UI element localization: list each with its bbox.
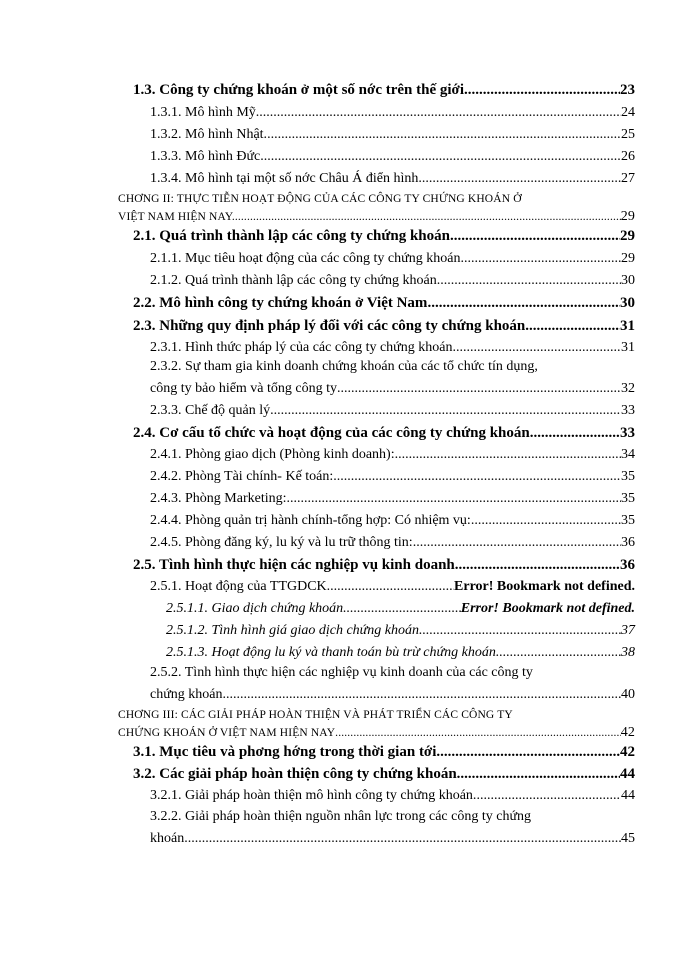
toc-entry[interactable] <box>150 445 635 465</box>
toc-leader <box>413 533 621 553</box>
toc-entry-text: 2.4.3. Phòng Marketing: <box>150 491 287 506</box>
toc-leader <box>440 742 620 762</box>
toc-entry[interactable] <box>150 786 635 806</box>
toc-entry[interactable] <box>150 401 635 421</box>
toc-entry-multiline[interactable] <box>150 662 635 706</box>
toc-leader <box>188 828 621 850</box>
toc-page-number: 45 <box>621 831 635 846</box>
toc-entry-text: 2.5.1.3. Hoạt động lu ký và thanh toán bù trừ chứng khoán. <box>166 645 500 660</box>
toc-entry-text: 2.3.2. Sự tham gia kinh doanh chứng khoán của các tổ chức tín dụng, <box>150 359 538 374</box>
toc-page-number: 42 <box>620 744 635 760</box>
toc-entry-text: 2.3. Những quy định pháp lý đối với các công ty chứng khoán <box>133 318 526 334</box>
toc-page-number: 36 <box>620 557 635 573</box>
toc-leader <box>457 764 620 784</box>
toc-page-number: 27 <box>621 171 635 186</box>
toc-page-number: 26 <box>621 149 635 164</box>
toc-entry-text: 2.5.2. Tình hình thực hiện các nghiệp vụ kinh doanh của các công ty <box>150 665 533 680</box>
toc-entry[interactable] <box>133 80 635 100</box>
toc-page-number: Error! Bookmark not defined. <box>460 601 635 616</box>
toc-entry-text: 2.4.2. Phòng Tài chính- Kế toán: <box>150 469 334 484</box>
toc-page-number: 30 <box>620 295 635 311</box>
toc-entry-text: 2.4.4. Phòng quản trị hành chính-tổng hợp: Có nhiệm vụ: <box>150 513 471 528</box>
toc-entry-text: 1.3. Công ty chứng khoán ở một số nớc trên thế giới. <box>133 82 468 98</box>
toc-page-number: 44 <box>620 766 635 782</box>
toc-leader <box>423 621 621 641</box>
toc-entry[interactable] <box>133 316 635 336</box>
toc-entry[interactable] <box>133 555 635 575</box>
toc-entry-text: 1.3.3. Mô hình Đức <box>150 149 261 164</box>
toc-entry-multiline[interactable] <box>150 356 635 400</box>
toc-leader <box>464 249 621 269</box>
toc-entry-text: 2.4.1. Phòng giao dịch (Phòng kinh doanh): <box>150 447 395 462</box>
chapter-title-line: CHƠNG II: THỰC TIỄN HOẠT ĐỘNG CỦA CÁC CÔNG TY CHỨNG KHOÁN Ở <box>118 193 522 205</box>
toc-leader <box>335 724 621 742</box>
chapter-heading[interactable] <box>118 706 635 742</box>
toc-page-number: 25 <box>621 127 635 142</box>
toc-page-number: 32 <box>621 381 635 396</box>
toc-leader <box>256 103 621 123</box>
toc-entry[interactable] <box>166 599 635 619</box>
toc-leader <box>525 316 620 336</box>
toc-entry[interactable] <box>150 125 635 145</box>
toc-page-number: 31 <box>621 340 635 355</box>
toc-page-number: 31 <box>620 318 635 334</box>
toc-leader <box>450 226 620 246</box>
toc-entry-text: 1.3.4. Mô hình tại một số nớc Châu Á điển hình. <box>150 171 422 186</box>
toc-entry[interactable] <box>166 621 635 641</box>
toc-entry[interactable] <box>150 169 635 189</box>
toc-entry-text: 2.5.1. Hoạt động của TTGDCK. <box>150 579 331 594</box>
toc-entry-text: chứng khoán. <box>150 687 227 702</box>
toc-entry[interactable] <box>133 293 635 313</box>
toc-entry-text: 2.3.1. Hình thức pháp lý của các công ty chứng khoán. <box>150 340 456 355</box>
chapter-title-line: CHƠNG III: CÁC GIẢI PHÁP HOÀN THIỆN VÀ PHÁT TRIỂN CÁC CÔNG TY <box>118 709 513 721</box>
toc-entry-text: 3.2.1. Giải pháp hoàn thiện mô hình công ty chứng khoán. <box>150 788 477 803</box>
toc-entry[interactable] <box>150 249 635 269</box>
toc-page-number: 35 <box>621 491 635 506</box>
toc-entry-text: 2.1. Quá trình thành lập các công ty chứng khoán <box>133 228 450 244</box>
toc-entry[interactable] <box>133 764 635 784</box>
toc-entry[interactable] <box>150 271 635 291</box>
toc-page-number: 29 <box>620 228 635 244</box>
toc-entry-text: 2.5. Tình hình thực hiện các nghiệp vụ kinh doanh. <box>133 557 459 573</box>
toc-entry[interactable] <box>150 103 635 123</box>
toc-entry-text: 2.2. Mô hình công ty chứng khoán ở Việt Nam <box>133 295 428 311</box>
toc-entry-text: công ty bảo hiểm và tổng công ty <box>150 381 338 396</box>
toc-entry-text: 2.4.5. Phòng đăng ký, lu ký và lu trữ thông tin: <box>150 535 413 550</box>
toc-entry-text: 2.1.1. Mục tiêu hoạt động của các công ty chứng khoán. <box>150 251 464 266</box>
toc-page-number: Error! Bookmark not defined. <box>454 579 635 594</box>
toc-entry-text: 2.1.2. Quá trình thành lập các công ty chứng khoán. <box>150 273 441 288</box>
toc-entry-text: 1.3.1. Mô hình Mỹ <box>150 105 256 120</box>
toc-entry[interactable] <box>150 338 635 358</box>
toc-entry-text: 3.2.2. Giải pháp hoàn thiện nguồn nhân lực trong các công ty chứng <box>150 809 532 824</box>
toc-leader <box>287 489 622 509</box>
toc-leader <box>456 338 621 358</box>
toc-leader <box>226 684 621 706</box>
toc-entry[interactable] <box>150 511 635 531</box>
toc-page-number: 38 <box>621 645 635 660</box>
toc-leader <box>440 271 621 291</box>
toc-leader <box>395 445 621 465</box>
toc-leader <box>270 401 621 421</box>
toc-leader <box>422 169 621 189</box>
toc-page-number: 23 <box>620 82 635 98</box>
toc-leader <box>468 80 620 100</box>
toc-entry-text: 3.1. Mục tiêu và phơng hớng trong thời gian tới. <box>133 744 441 760</box>
toc-entry-multiline[interactable] <box>150 806 635 850</box>
toc-leader <box>337 378 621 400</box>
toc-entry[interactable] <box>133 423 635 443</box>
toc-entry-text: 2.4. Cơ cấu tổ chức và hoạt động của các công ty chứng khoán <box>133 425 530 441</box>
toc-leader <box>471 511 621 531</box>
toc-leader <box>530 423 620 443</box>
toc-entry-text: 3.2. Các giải pháp hoàn thiện công ty chứng khoán <box>133 766 457 782</box>
chapter-title-line: CHỨNG KHOÁN Ở VIỆT NAM HIỆN NAY <box>118 727 336 739</box>
toc-entry[interactable] <box>150 467 635 487</box>
toc-entry[interactable] <box>133 742 635 762</box>
toc-entry[interactable] <box>150 577 635 597</box>
toc-page-number: 24 <box>621 105 635 120</box>
toc-page-number: 29 <box>621 251 635 266</box>
toc-page-number: 29 <box>620 209 635 224</box>
toc-entry-text: 2.5.1.2. Tình hình giá giao dịch chứng khoán. <box>166 623 423 638</box>
chapter-heading[interactable] <box>118 190 635 226</box>
toc-leader <box>459 555 620 575</box>
toc-leader <box>343 599 461 619</box>
toc-page-number: 35 <box>621 513 635 528</box>
toc-entry[interactable] <box>150 489 635 509</box>
toc-leader <box>235 208 621 226</box>
toc-page-number: 37 <box>621 623 635 638</box>
toc-leader <box>427 293 620 313</box>
toc-page-number: 36 <box>621 535 635 550</box>
toc-page-number: 33 <box>620 425 635 441</box>
toc-page-number: 35 <box>621 469 635 484</box>
toc-page-number: 42 <box>620 725 635 740</box>
toc-leader <box>330 577 454 597</box>
toc-entry[interactable] <box>133 226 635 246</box>
toc-leader <box>476 786 621 806</box>
toc-leader <box>499 643 621 663</box>
toc-page-number: 30 <box>621 273 635 288</box>
toc-page-number: 44 <box>621 788 635 803</box>
toc-entry[interactable] <box>150 147 635 167</box>
toc-entry[interactable] <box>166 643 635 663</box>
toc-leader <box>260 147 621 167</box>
toc-page-number: 34 <box>621 447 635 462</box>
toc-entry-text: 2.3.3. Chế độ quản lý <box>150 403 271 418</box>
toc-entry-text: 2.5.1.1. Giao dịch chứng khoán <box>166 601 344 616</box>
chapter-title-line: VIỆT NAM HIỆN NAY. <box>118 211 235 223</box>
toc-leader <box>267 125 621 145</box>
toc-page-number: 40 <box>621 687 635 702</box>
toc-entry[interactable] <box>150 533 635 553</box>
toc-entry-text: 1.3.2. Mô hình Nhật. <box>150 127 268 142</box>
toc-entry-text: khoán. <box>150 831 188 846</box>
toc-leader <box>333 467 621 487</box>
toc-page-number: 33 <box>621 403 635 418</box>
